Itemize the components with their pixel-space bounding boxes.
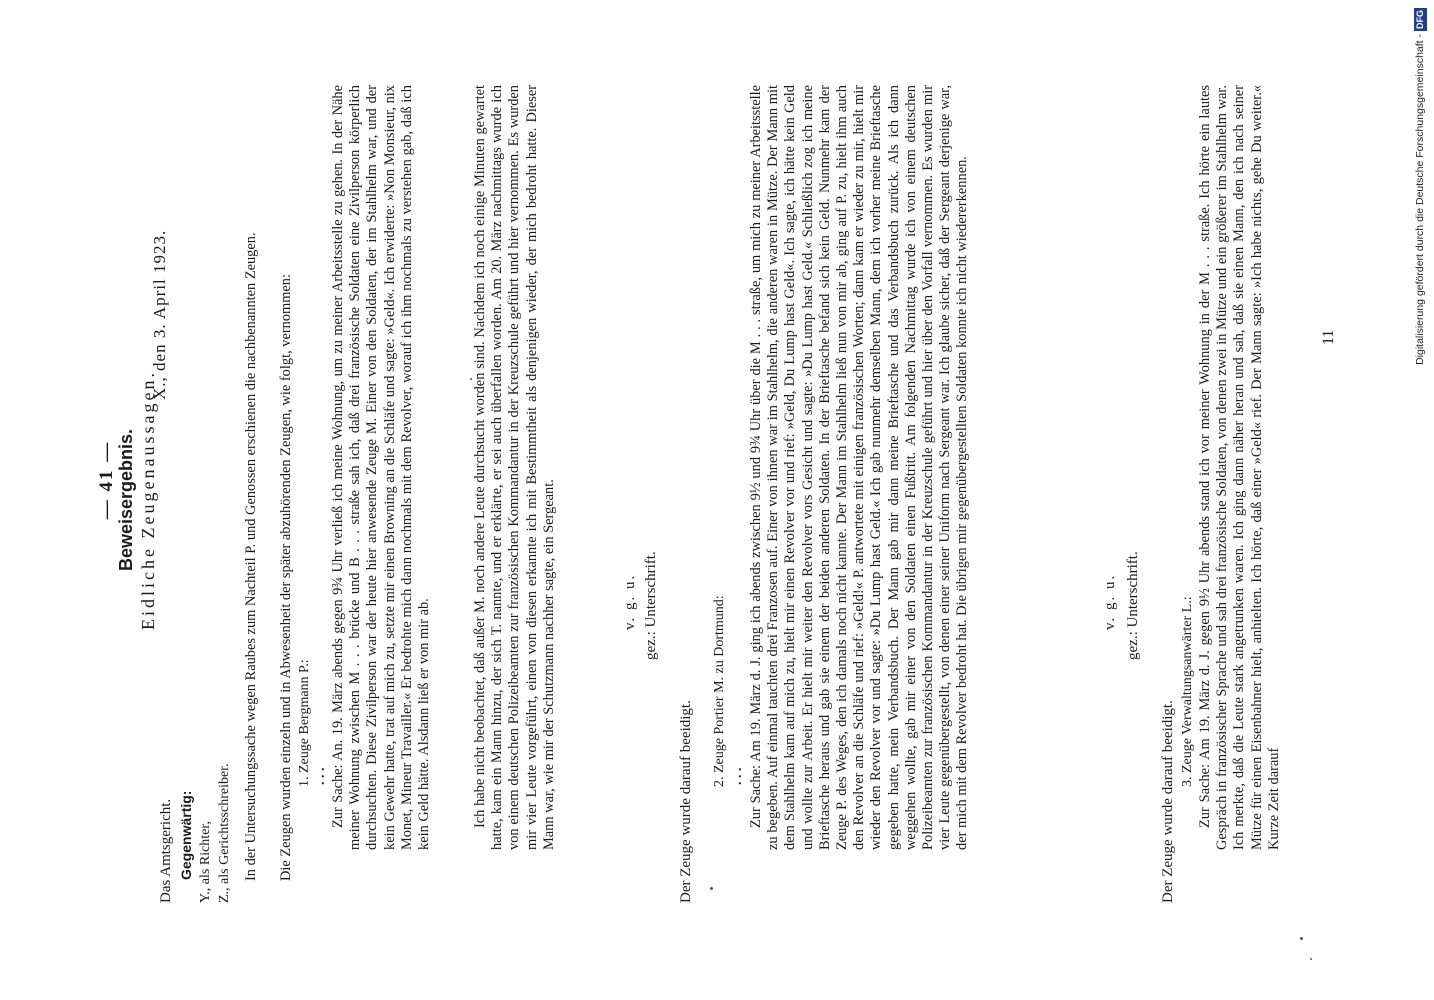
intro-paragraph: In der Untersuchungssache wegen Raubes zum Nachteil P. und Genossen erschienen die nachbenannten Zeugen. (243, 232, 259, 881)
court-name: Das Amtsgericht. (158, 798, 174, 903)
witness-1-label: 1. Zeuge Bergmann P.: (297, 659, 312, 787)
witness-2-ellipsis: . . . (730, 767, 745, 785)
witness-1-statement-cont: Ich habe nicht beobachtet, daß außer M. noch andere Leute durchsucht worden sind. Nachdem ich noch einige Minuten gewartet hatte, kam ein Mann hinzu, der sich T. nannte, und er erklärte, er sei auch überfallen worden. Am 20. März nachmittags wurde ich von einem deutschen Polizeibeamten zur französischen Kommandantur in der Kreuzschule geführt und hier vernommen. Es wurden mir vier Leute vorgeführt, einen von diesen erkannte ich mit Bestimmtheit als denjenigen wieder, der mich bedroht hatte. Dieser Mann war, wie mir der Schutzmann nachher sagte, ein Sergeant. (472, 85, 557, 850)
section-subheading: Eidliche Zeugenaussagen. (138, 370, 158, 630)
witness-3-label: 3. Zeuge Verwaltungsanwärter L.: (1180, 596, 1195, 787)
scan-speck (1310, 958, 1312, 960)
witness-2-label: 2. Zeuge Portier M. zu Dortmund: (712, 595, 727, 787)
witness-2-statement: Zur Sache: Am 19. März d. J. ging ich abends zwischen 9½ und 9¾ Uhr über die M . . . straße, um mich zu meiner Arbeitsstelle zu begeben. Auf einmal tauchten drei Franzosen auf. Einer von ihnen war im Stahlhelm, die anderen waren in Mütze. Der Mann mit dem Stahlhelm kam auf mich zu, hielt mir einen Revolver vor und rief: »Geld, Du Lump hast Geld«. Ich sagte, ich hätte kein Geld und wollte zur Arbeit. Er hielt mir weiter den Revolver vors Gesicht und sagte: »Du Lump hast Geld.« Schließlich zog ich meine Brieftasche heraus und gab sie einem der beiden anderen Soldaten. In der Brieftasche befand sich kein Geld. Nunmehr kam der Zeuge P. des Weges, den ich damals noch nicht kannte. Der Mann im Stahlhelm ließ nun von mir ab, ging auf P. zu, hielt ihm auch den Revolver an die Schläfe und rief: »Geld!« P. antwortete mit einigen französischen Worten; dann kam er wieder zu mir, hielt mir wieder den Revolver vor und sagte: »Du Lump hast Geld.« Ich gab nunmehr demselben Mann, dem ich vorher meine Brieftasche gegeben hatte, mein Verbandsbuch. Der Mann gab mir dann meine Brieftasche und das Verbandsbuch zurück. Als ich dann weggehen wollte, gab mir einer von den Soldaten einen Fußtritt. Am folgenden Nachmittag wurde ich von einem deutschen Polizeibeamten zur französischen Kommandantur in der Kreuzschule geführt und hier über den Vorfall vernommen. Es wurden mir vier Leute gegenübergestellt, von denen einer seiner Uniform nach Sergeant war. Ich glaube sicher, daß der Sergeant derjenige war, der mich mit dem Revolver bedroht hat. Die übrigen mir gegenübergestellten Soldaten konnte ich nicht wiedererkennen. (748, 85, 971, 850)
scan-speck (470, 378, 472, 380)
section-heading: Beweisergebnis. (116, 428, 136, 572)
digitization-notice (1408, 8, 1432, 392)
judge-line: Y., als Richter, (198, 820, 213, 903)
witness-2-oath: Der Zeuge wurde darauf beeidigt. (1160, 700, 1176, 903)
present-label: Gegenwärtig: (178, 790, 194, 880)
scan-speck (710, 887, 713, 890)
witness-2-signature: gez.: Unterschrift. (1125, 551, 1141, 660)
clerk-line: Z., als Gerichtsschreiber. (217, 763, 232, 903)
place-date: X., den 3. April 1923. (150, 229, 169, 400)
witness-1-statement: Zur Sache: An. 19. März abends gegen 9¾ Uhr verließ ich meine Wohnung, um zu meiner Arbeitsstelle zu gehen. In der Nähe meiner Wohnung zwischen M . . . brücke und B . . . straße sah ich, daß drei französische Soldaten eine Zivilperson körperlich durchsuchten. Diese Zivilperson war der heute hier anwesende Zeuge M. Einer von den Soldaten, der im Stahlhelm war, und der kein Gewehr hatte, trat auf mich zu, setzte mir einen Browning an die Schläfe und sagte: »Geld«. Ich erwiderte: »Non Monsieur, nix Monet, Mineur Travailler.« Er bedrohte mich dann nochmals mit dem Revolver, worauf ich ihm nochmals zu verstehen gab, daß ich kein Geld hätte. Alsdann ließ er von mir ab. (330, 85, 433, 850)
witness-1-oath: Der Zeuge wurde darauf beeidigt. (678, 700, 694, 903)
witness-1-signature: gez.: Unterschrift. (643, 551, 659, 660)
witness-1-vgu: v. g. u. (622, 573, 638, 630)
scan-speck (1300, 937, 1303, 940)
page-mark: 11 (1320, 329, 1337, 345)
dfg-logo: DFG (1414, 10, 1425, 29)
page-number: — 41 — (96, 440, 117, 520)
witness-1-ellipsis: . . . (313, 767, 328, 785)
digitization-notice-text: Digitalisierung gefördert durch die Deutsche Forschungsgemeinschaft - (1414, 34, 1426, 365)
intro-paragraph-2: Die Zeugen wurden einzeln und in Abwesenheit der später abzuhörenden Zeugen, wie folgt, vernommen: (278, 274, 294, 881)
witness-3-statement: Zur Sache: Am 19. März d. J. gegen 9½ Uhr abends stand ich vor meiner Wohnung in der M . . . straße. Ich hörte ein lautes Gespräch in französischer Sprache und sah drei französische Soldaten, von denen zwei in Mütze und ein größerer im Stahlhelm war. Ich merkte, daß die Leute stark angetrunken waren. Ich ging dann näher heran und sah, daß sie einen Mann, den ich nach seiner Mütze für einen Eisenbahner hielt, anhielten. Ich hörte, daß einer »Geld« rief. Der Mann sagte: »Ich habe nichts, gehe Du weiter.« Kurze Zeit darauf (1197, 85, 1282, 850)
witness-2-vgu: v. g. u. (1102, 573, 1118, 630)
